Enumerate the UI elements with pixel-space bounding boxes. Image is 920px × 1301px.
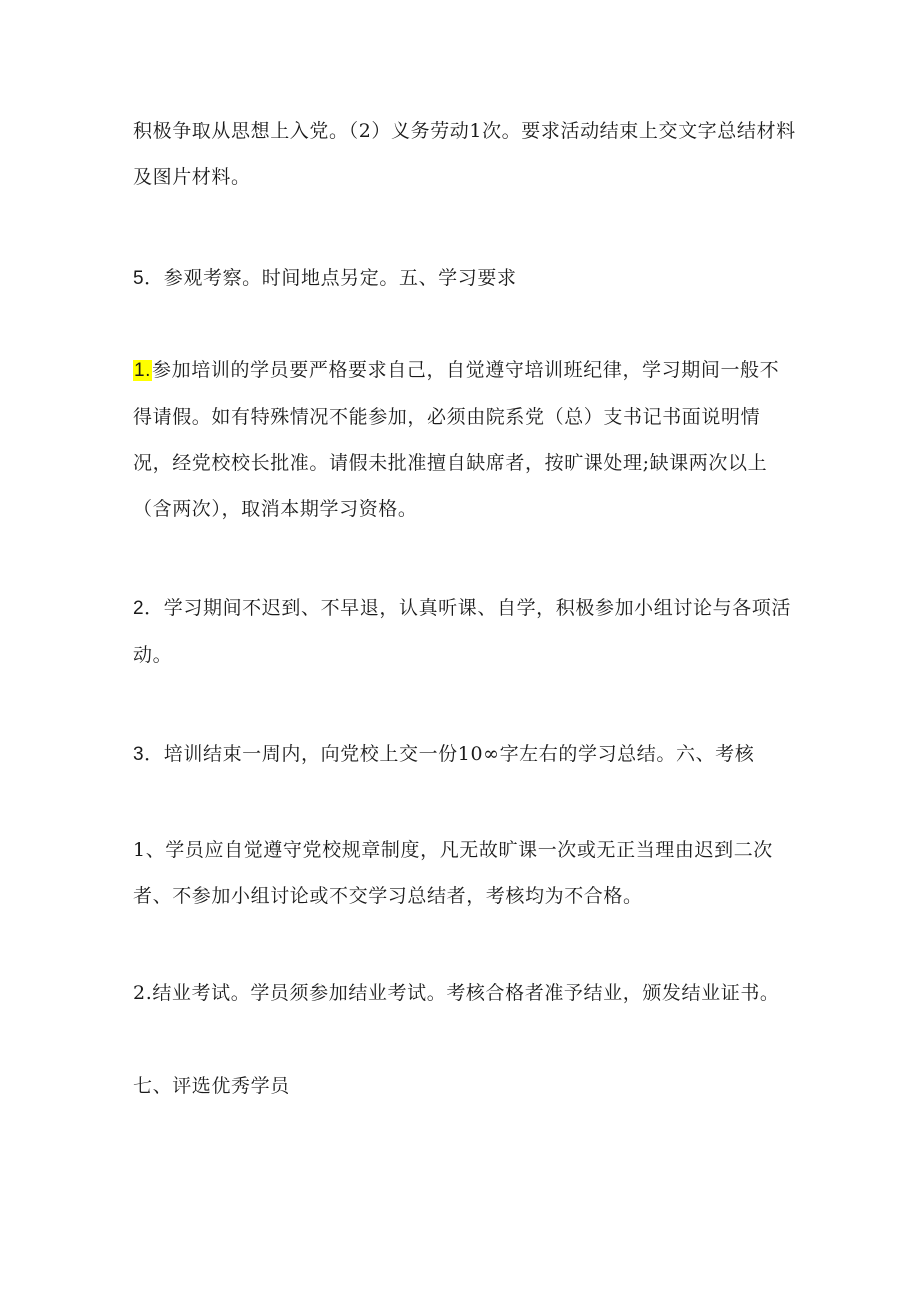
paragraph-assessment-2: 2.结业考试。学员须参加结业考试。考核合格者准予结业，颁发结业证书。 — [133, 982, 780, 1004]
paragraph-requirement-3 — [133, 731, 798, 778]
item-number: 3 — [133, 744, 145, 765]
paragraph-text: ．参观考察。时间地点另定。五、学习要求 — [144, 267, 517, 289]
highlighted-item-number: 1. — [134, 360, 152, 381]
item-number: 5 — [133, 268, 145, 289]
section-heading-7: 七、评选优秀学员 — [133, 1075, 290, 1097]
paragraph-text: ．学习期间不迟到、不早退，认真听课、自学，积极参加小组讨论与各项活动。 — [133, 597, 791, 666]
paragraph-requirement-2 — [133, 585, 798, 678]
paragraph-activity-continuation: 积极争取从思想上入党。（2）义务劳动1次。要求活动结束上交文字总结材料及图片材料。 — [133, 120, 796, 188]
paragraph-text: ．培训结束一周内，向党校上交一份10∞字左右的学习总结。六、考核 — [144, 743, 755, 765]
paragraph-text: 参加培训的学员要严格要求自己，自觉遵守培训班纪律，学习期间一般不得请假。如有特殊情况不能参加，必须由院系党（总）支书记书面说明情况，经党校校长批准。请假未批准擅自缺席者，按旷课处理;缺课两次以上（含两次），取消本期学习资格。 — [133, 359, 780, 520]
paragraph-assessment-1: 1、学员应自觉遵守党校规章制度，凡无故旷课一次或无正当理由迟到二次者、不参加小组讨论或不交学习总结者，考核均为不合格。 — [133, 839, 773, 907]
item-number: 2 — [133, 598, 145, 619]
paragraph-requirement-1 — [133, 347, 798, 532]
paragraph-visit-inspection — [133, 255, 798, 302]
